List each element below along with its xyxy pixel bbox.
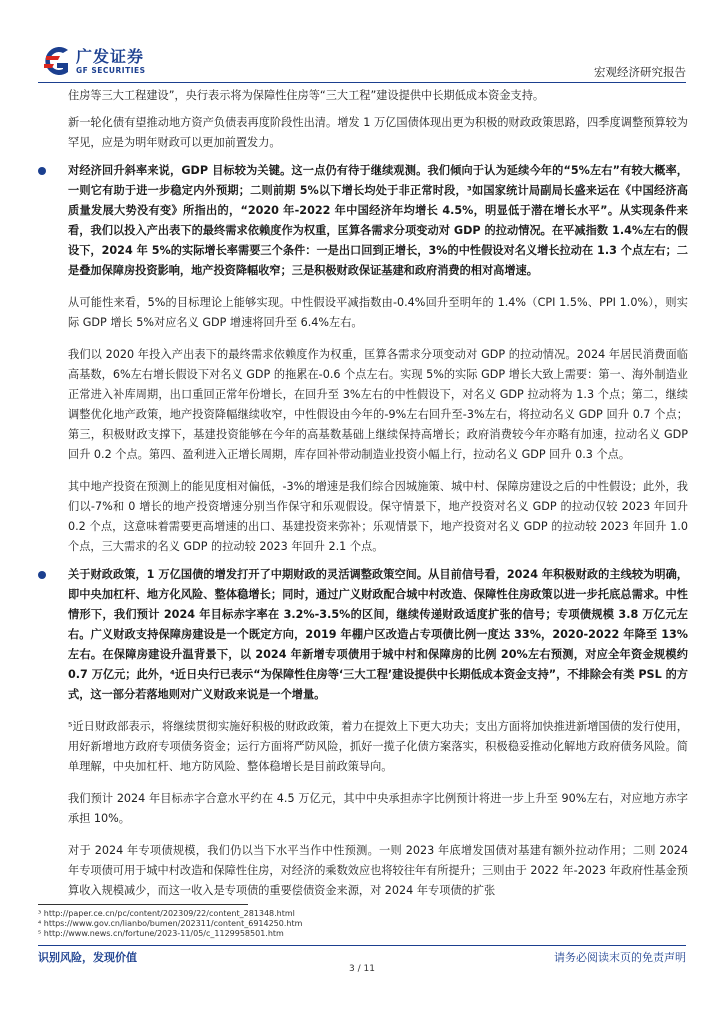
paragraph-continuation: 住房等三大工程建设”，央行表示将为保障性住房等“三大工程”建设提供中长期低成本资金支持。 [68,89,545,102]
bullet-dot-icon [38,571,46,579]
paragraph-real-estate-scenarios: 其中地产投资在预测上的能见度相对偏低，-3%的增速是我们综合因城施策、城中村、保障房建设之后的中性假设；此外，我们以-7%和 0 增长的地产投资增速分别当作保守和乐观假设。保守情景下，地产投资对名义 GDP 的拉动仅较 2023 年回升 0.2 个点，这意味着需要更高增速的出口、基建投资来弥补；乐观情景下，地产投资对名义 GDP 的拉动较 2023 年回升 1.0 个点，三大需求的名义 GDP 的拉动较 2023 年回升 2.1 个点。 [68,480,688,553]
page-header [0,0,724,80]
paragraph-feasibility: 从可能性来看，5%的目标理论上能够实现。中性假设平减指数由-0.4%回升至明年的 1.4%（CPI 1.5%、PPI 1.0%），则实际 GDP 增长 5%对应名义 GDP 增速将回升至 6.4%左右。 [68,296,688,329]
logo-english-name: GF SECURITIES [76,66,146,75]
footer-disclaimer-note: 请务必阅读末页的免责声明 [554,951,686,964]
gf-logo-icon [38,44,72,78]
footer-divider [38,945,686,946]
company-logo [38,44,150,80]
page-number: 3 / 11 [349,964,375,974]
bullet-gdp-target [68,161,688,281]
paragraph-debt-resolution: 新一轮化债有望推动地方资产负债表再度阶段性出清。增发 1 万亿国债体现出更为积极的财政政策思路，四季度调整预算较为罕见，应是为明年财政可以更加前置发力。 [68,116,688,149]
bullet-fiscal-policy [68,565,688,705]
footnote-divider [38,904,248,905]
footnote-5[interactable]: ⁵ http://www.news.cn/fortune/2023-11/05/c_1129958501.htm [38,929,284,938]
footer-slogan: 识别风险，发现价值 [38,951,137,964]
paragraph-special-bonds: 对于 2024 年专项债规模，我们仍以当下水平当作中性预测。一则 2023 年底增发国债对基建有额外拉动作用；二则 2024 年专项债可用于城中村改造和保障性住房，对经济的乘数效应也将较往年有所提升；三则由于 2022 年-2023 年政府性基金预算收入规模减少，而这一收入是专项债的重要偿债资金来源，对 2024 年专项债的扩张 [68,844,688,897]
paragraph-mof-statement: ⁵近日财政部表示，将继续贯彻实施好积极的财政政策，着力在提效上下更大功夫；支出方面将加快推进新增国债的发行使用，用好新增地方政府专项债务资金；运行方面将严防风险，抓好一揽子化债方案落实，积极稳妥推动化解地方政府债务风险。简单理解，中央加杠杆、地方防风险、整体稳增长是目前政策导向。 [68,720,688,773]
paragraph-demand-contribution: 我们以 2020 年投入产出表下的最终需求依赖度作为权重，匡算各需求分项变动对 GDP 的拉动情况。2024 年居民消费面临高基数，6%左右增长假设下对名义 GDP 的拖累在-0.6 个点左右。实现 5%的实际 GDP 增长大致上需要：第一、海外制造业正常进入补库周期，出口重回正常年份增长，在回升至 3%左右的中性假设下，对名义 GDP 拉动将为 1.3 个点；第二，继续调整优化地产政策，地产投资降幅继续收窄，中性假设由今年的-9%左右回升至-3%左右，将拉动名义 GDP 回升 0.7 个点；第三，积极财政支撑下，基建投资能够在今年的高基数基础上继续保持高增长；政府消费较今年亦略有加速，拉动名义 GDP 回升 0.2 个点。第四、盈利进入正增长周期，库存回补带动制造业投资小幅上行，拉动名义 GDP 回升 0.3 个点。 [68,348,688,461]
bullet-fiscal-policy-text: 关于财政政策，1 万亿国债的增发打开了中期财政的灵活调整政策空间。从目前信号看，2024 年积极财政的主线较为明确，即中央加杠杆、地方化风险、整体稳增长；同时，通过广义财政配合城中村改造、保障性住房政策以进一步托底总需求。中性情形下，我们预计 2024 年目标赤字率在 3.2%-3.5%的区间，继续传递财政适度扩张的信号；专项债规模 3.8 万亿元左右。广义财政支持保障房建设是一个既定方向，2019 年棚户区改造占专项债比例一度达 33%，2020-2022 年降至 13%左右。在保障房建设升温背景下，以 2024 年新增专项债用于城中村和保障房的比例 20%左右预测，对应全年资金规模约 0.7 万亿元；此外，⁴近日央行已表示“为保障性住房等‘三大工程’建设提供中长期低成本资金支持”，不排除会有类 PSL 的方式，这一部分若落地则对广义财政来说是一个增量。 [68,568,688,701]
report-type-label: 宏观经济研究报告 [594,65,686,79]
report-body [68,86,688,901]
footnotes [38,904,678,939]
bullet-gdp-target-text: 对经济回升斜率来说，GDP 目标较为关键。这一点仍有待于继续观测。我们倾向于认为延续今年的“5%左右”有较大概率，一则它有助于进一步稳定内外预期；二则前期 5%以下增长均处于非正常时段，³如国家统计局副局长盛来运在《中国经济高质量发展大势没有变》所指出的，“2020 年-2022 年中国经济年均增长 4.5%，明显低于潜在增长水平”。从实现条件来看，我们以投入产出表下的最终需求依赖度作为权重，匡算各需求分项变动对 GDP 的拉动情况。在平减指数 1.4%左右的假设下，2024 年 5%的实际增长率需要三个条件：一是出口回到正增长，3%的中性假设对名义增长拉动在 1.3 个点左右；二是叠加保障房投资影响，地产投资降幅收窄；三是积极财政保证基建和政府消费的相对高增速。 [68,164,688,277]
footnote-3[interactable]: ³ http://paper.ce.cn/pc/content/202309/22/content_281348.html [38,909,295,918]
paragraph-deficit-forecast: 我们预计 2024 年目标赤字合意水平约在 4.5 万亿元，其中中央承担赤字比例预计将进一步上升至 90%左右，对应地方赤字承担 10%。 [68,792,688,825]
bullet-dot-icon [38,167,46,175]
logo-chinese-name: 广发证券 [76,47,145,66]
footnote-4[interactable]: ⁴ https://www.gov.cn/lianbo/bumen/202311/content_6914250.htm [38,919,303,928]
header-divider [38,82,686,83]
